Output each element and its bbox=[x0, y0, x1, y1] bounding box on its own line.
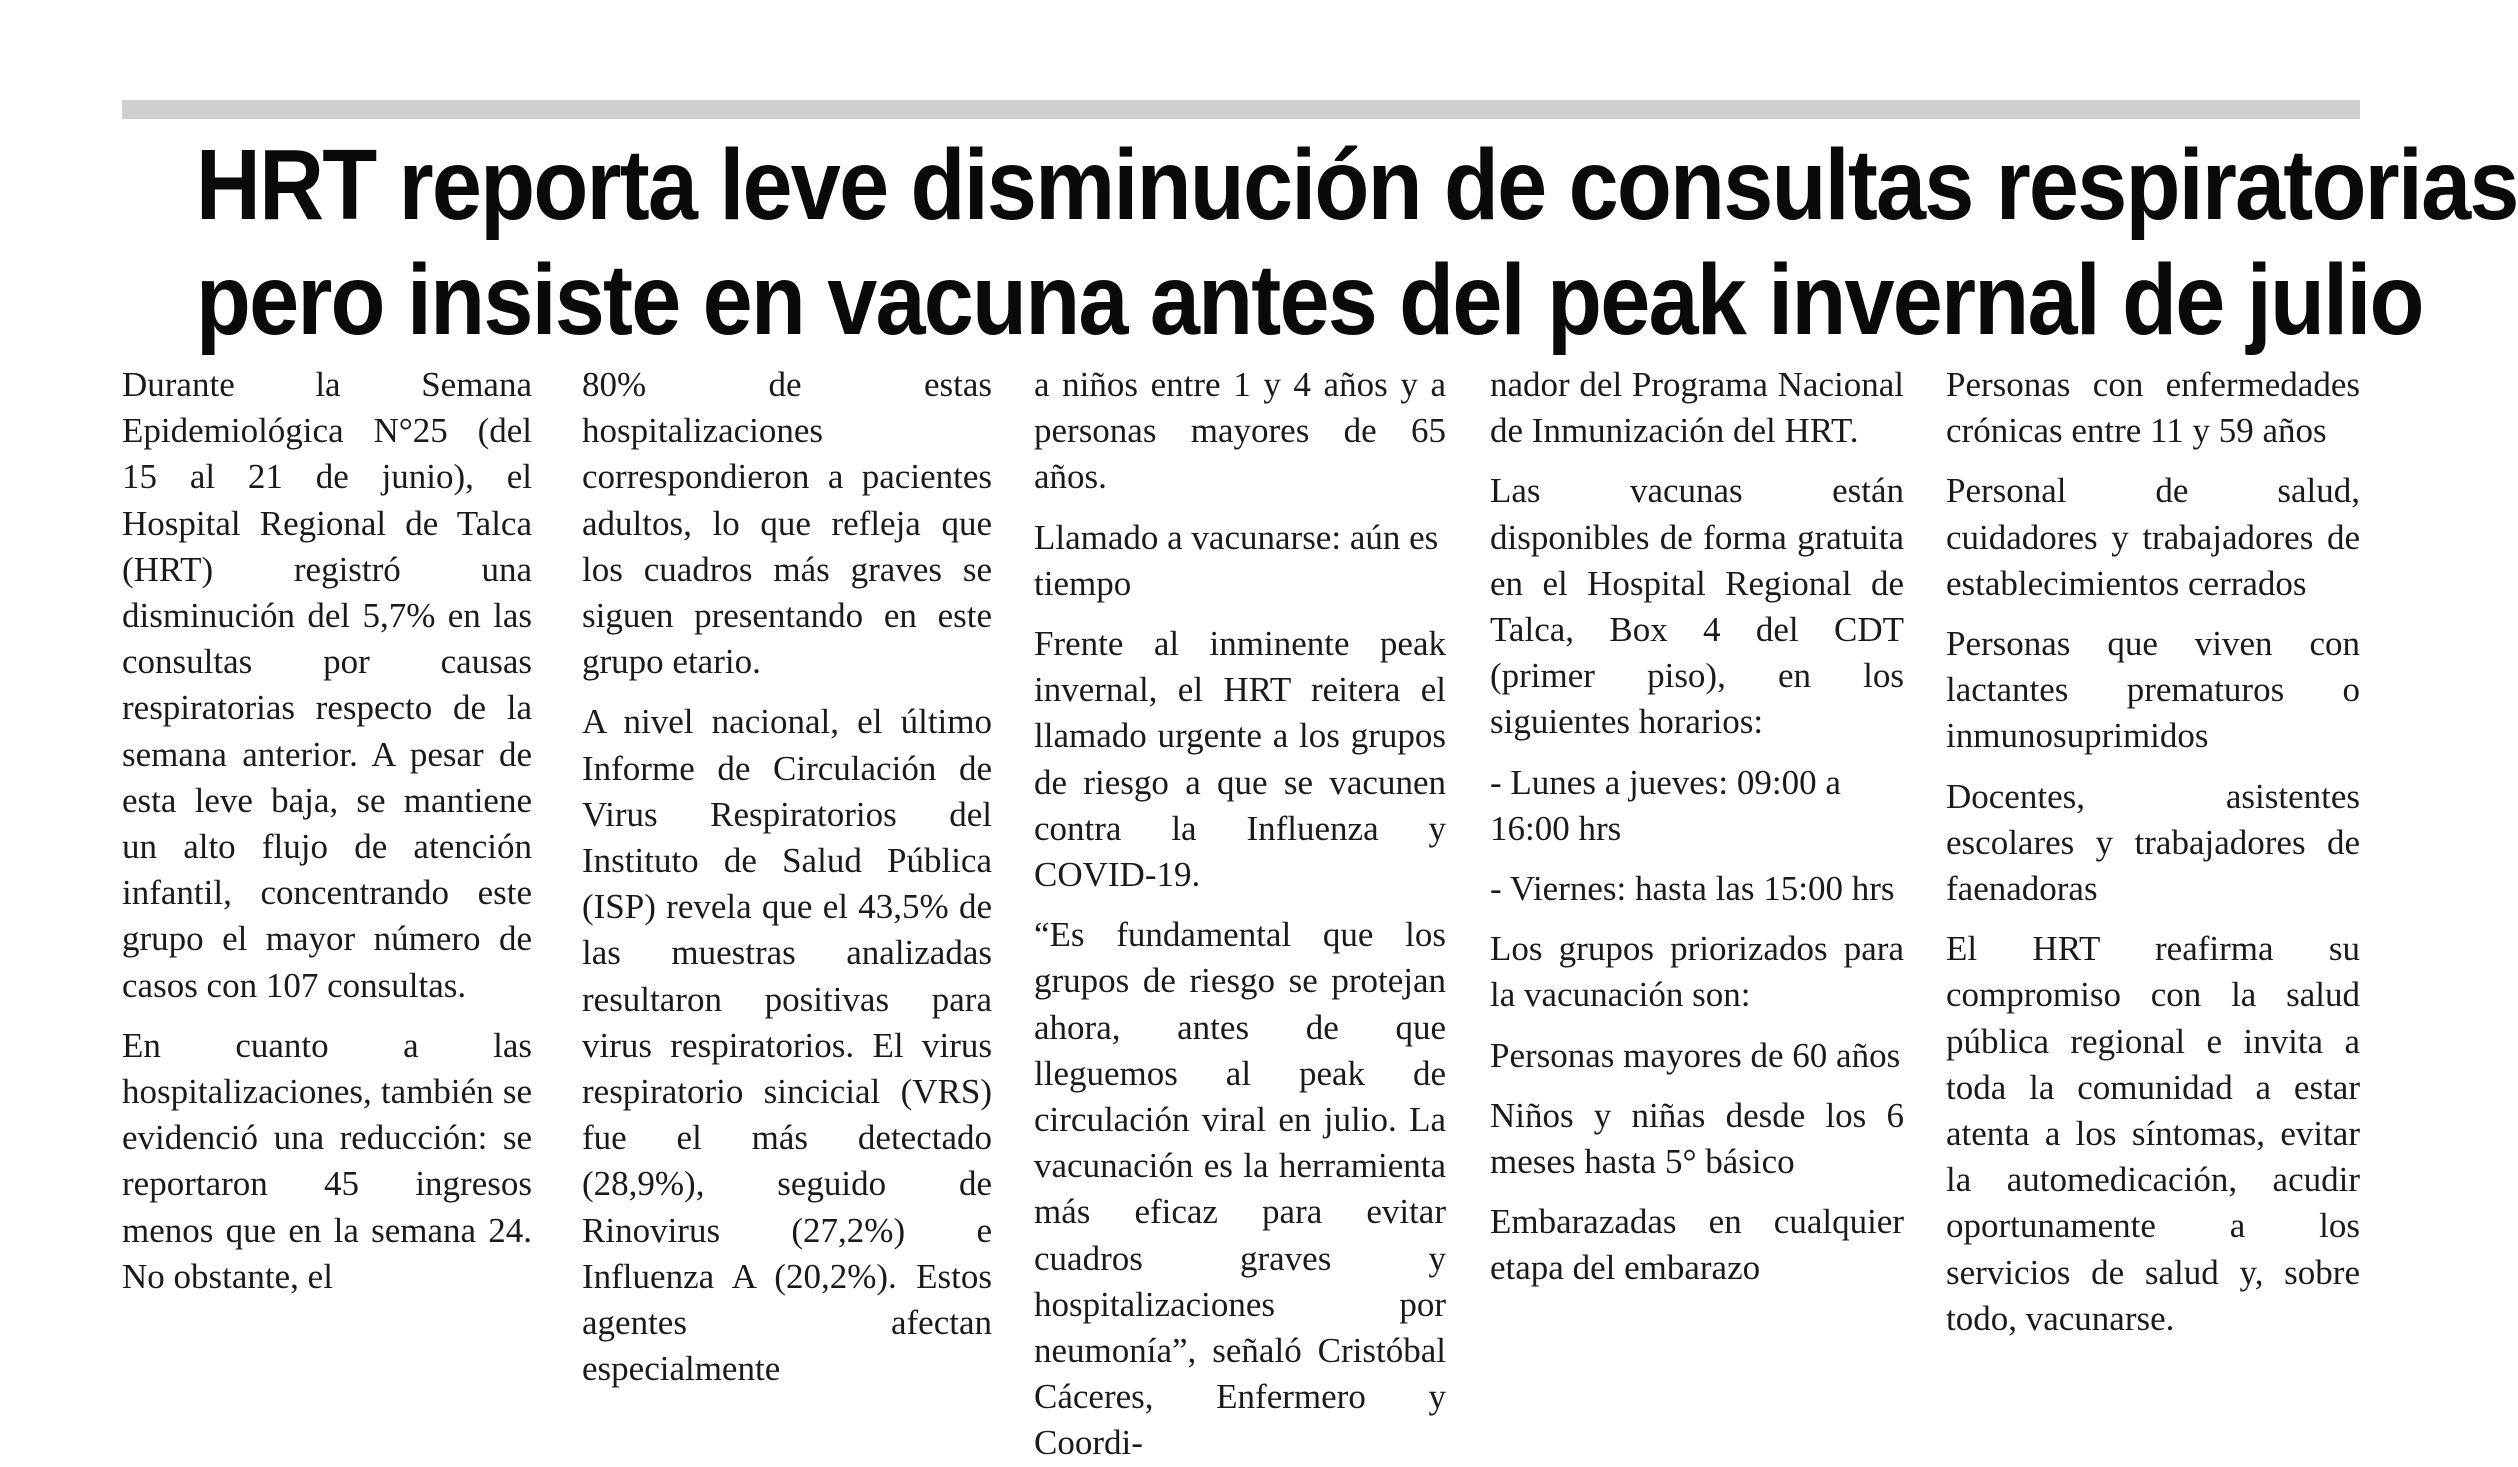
paragraph: Frente al inminente peak invernal, el HRT reitera el llamado urgente a los grupos de riesgo a que se vacunen contra la Influenza y COVID-19. bbox=[1034, 624, 1446, 895]
priority-group-item: Embarazadas en cualquier etapa del embarazo bbox=[1490, 1202, 1904, 1288]
article-column-3 bbox=[1034, 362, 1446, 1463]
headline bbox=[195, 128, 2518, 358]
article-column-2 bbox=[582, 362, 992, 1389]
article-column-4 bbox=[1490, 362, 1904, 1288]
schedule-item: - Viernes: hasta las 15:00 hrs bbox=[1490, 869, 1895, 909]
headline-line-1: HRT reporta leve disminución de consultas respiratorias bbox=[195, 129, 2518, 241]
paragraph: a niños entre 1 y 4 años y a personas mayores de 65 años. bbox=[1034, 365, 1446, 497]
paragraph: Las vacunas están disponibles de forma gratuita en el Hospital Regional de Talca, Box 4 del CDT (primer piso), en los siguientes horarios: bbox=[1490, 471, 1904, 742]
paragraph: El HRT reafirma su compromiso con la salud pública regional e invita a toda la comunidad a estar atenta a los síntomas, evitar la automedicación, acudir oportunamente a los servicios de salud y, sobre todo, vacunarse. bbox=[1946, 929, 2360, 1338]
paragraph: A nivel nacional, el último Informe de Circulación de Virus Respiratorios del Instituto de Salud Pública (ISP) revela que el 43,5% de las muestras analizadas resultaron positivas para virus respiratorios. El virus respiratorio sincicial (VRS) fue el más detectado (28,9%), seguido de Rinovirus (27,2%) e Influenza A (20,2%). Estos agentes afectan especialmente bbox=[582, 702, 992, 1389]
headline-line-2: pero insiste en vacuna antes del peak invernal de julio bbox=[195, 244, 2423, 356]
paragraph: Los grupos priorizados para la vacunación son: bbox=[1490, 929, 1904, 1015]
paragraph: nador del Programa Nacional de Inmunización del HRT. bbox=[1490, 365, 1904, 451]
article-column-1 bbox=[122, 362, 532, 1296]
priority-group-item: Personal de salud, cuidadores y trabajadores de establecimientos cerrados bbox=[1946, 471, 2360, 603]
paragraph: 80% de estas hospitalizaciones correspondieron a pacientes adultos, lo que refleja que los cuadros más graves se siguen presentando en este grupo etario. bbox=[582, 365, 992, 682]
subheading: Llamado a vacunarse: aún es tiempo bbox=[1034, 517, 1439, 603]
priority-group-item: Personas con enfermedades crónicas entre 11 y 59 años bbox=[1946, 365, 2360, 451]
schedule-item: - Lunes a jueves: 09:00 a 16:00 hrs bbox=[1490, 762, 1841, 848]
priority-group-item: Personas que viven con lactantes prematuros o inmunosuprimidos bbox=[1946, 624, 2360, 756]
priority-group-item: Docentes, asistentes escolares y trabajadores de faenadoras bbox=[1946, 776, 2360, 909]
paragraph: Durante la Semana Epidemiológica N°25 (del 15 al 21 de junio), el Hospital Regional de Talca (HRT) registró una disminución del 5,7% en las consultas por causas respiratorias respecto de la semana anterior. A pesar de esta leve baja, se mantiene un alto flujo de atención infantil, concentrando este grupo el mayor número de casos con 107 consultas. bbox=[122, 365, 532, 1005]
quote-paragraph: “Es fundamental que los grupos de riesgo se protejan ahora, antes de que lleguemos al peak de circulación viral en julio. La vacunación es la herramienta más eficaz para evitar cuadros graves y hospitalizaciones por neumonía”, señaló Cristóbal Cáceres, Enfermero y Coordi- bbox=[1034, 915, 1446, 1463]
article-column-5 bbox=[1946, 362, 2360, 1338]
paragraph: En cuanto a las hospitalizaciones, también se evidenció una reducción: se reportaron 45 ingresos menos que en la semana 24. No obstante, el bbox=[122, 1025, 532, 1296]
top-rule bbox=[122, 100, 2360, 119]
priority-group-item: Personas mayores de 60 años bbox=[1490, 1035, 1901, 1075]
priority-group-item: Niños y niñas desde los 6 meses hasta 5° básico bbox=[1490, 1095, 1904, 1182]
